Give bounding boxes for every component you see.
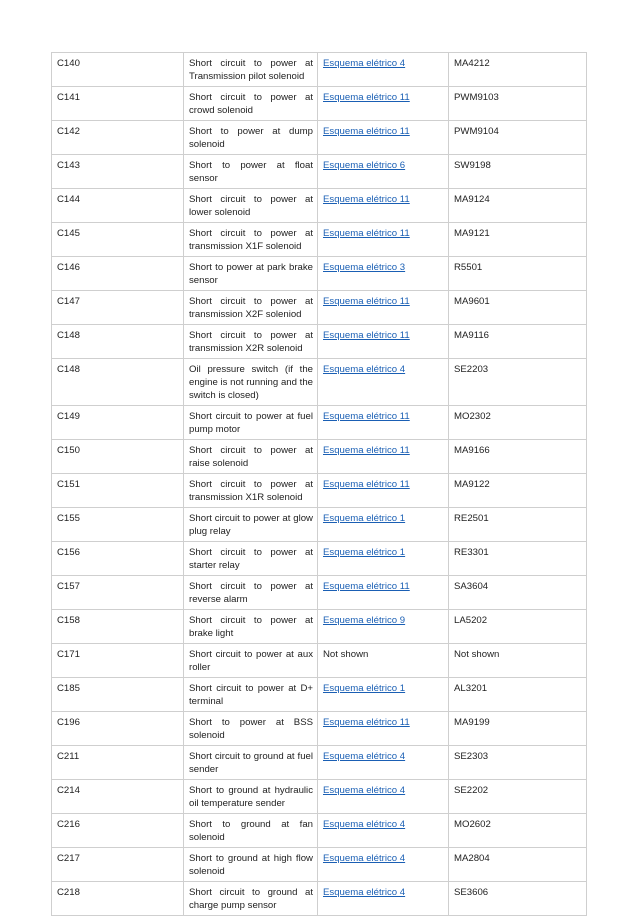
- schematic-cell: [318, 780, 449, 814]
- fault-code-cell: C171: [52, 644, 184, 678]
- component-ref-cell: MA9122: [449, 474, 587, 508]
- fault-code-cell: C217: [52, 848, 184, 882]
- component-ref-cell: MO2302: [449, 406, 587, 440]
- schematic-link[interactable]: Esquema elétrico 4: [323, 751, 406, 762]
- schematic-link[interactable]: Esquema elétrico 11: [323, 126, 410, 137]
- schematic-cell: [318, 257, 449, 291]
- description-cell: Short circuit to power at glow plug relay: [184, 508, 318, 542]
- schematic-link[interactable]: Esquema elétrico 1: [323, 547, 406, 558]
- table-row: [52, 223, 587, 257]
- schematic-cell: [318, 848, 449, 882]
- schematic-cell: [318, 678, 449, 712]
- table-row: [52, 882, 587, 916]
- component-ref-cell: SE2303: [449, 746, 587, 780]
- description-cell: Short circuit to power at brake light: [184, 610, 318, 644]
- fault-code-cell: C143: [52, 155, 184, 189]
- description-cell: Short to ground at fan solenoid: [184, 814, 318, 848]
- component-ref-cell: PWM9104: [449, 121, 587, 155]
- fault-code-cell: C150: [52, 440, 184, 474]
- schematic-cell: [318, 576, 449, 610]
- schematic-cell: [318, 814, 449, 848]
- description-cell: Short circuit to power at transmission X1F solenoid: [184, 223, 318, 257]
- schematic-link[interactable]: Esquema elétrico 3: [323, 262, 406, 273]
- description-cell: Short circuit to power at transmission X1R solenoid: [184, 474, 318, 508]
- component-ref-cell: MA9166: [449, 440, 587, 474]
- description-cell: Short circuit to power at reverse alarm: [184, 576, 318, 610]
- component-ref-cell: RE3301: [449, 542, 587, 576]
- schematic-link[interactable]: Esquema elétrico 4: [323, 785, 406, 796]
- table-row: [52, 359, 587, 406]
- schematic-link[interactable]: Esquema elétrico 11: [323, 330, 410, 341]
- fault-code-cell: C151: [52, 474, 184, 508]
- schematic-cell: [318, 359, 449, 406]
- component-ref-cell: MA9601: [449, 291, 587, 325]
- table-row: [52, 746, 587, 780]
- fault-code-cell: C157: [52, 576, 184, 610]
- fault-code-cell: C155: [52, 508, 184, 542]
- component-ref-cell: SE2202: [449, 780, 587, 814]
- schematic-link[interactable]: Esquema elétrico 9: [323, 615, 406, 626]
- schematic-link[interactable]: Esquema elétrico 4: [323, 364, 406, 375]
- table-row: [52, 712, 587, 746]
- table-row: [52, 155, 587, 189]
- schematic-cell: [318, 644, 449, 678]
- component-ref-cell: AL3201: [449, 678, 587, 712]
- schematic-link[interactable]: Esquema elétrico 11: [323, 228, 410, 239]
- schematic-cell: [318, 882, 449, 916]
- table-row: [52, 542, 587, 576]
- table-row: [52, 53, 587, 87]
- fault-code-cell: C211: [52, 746, 184, 780]
- schematic-link[interactable]: Esquema elétrico 11: [323, 581, 410, 592]
- component-ref-cell: MA9116: [449, 325, 587, 359]
- component-ref-cell: RE2501: [449, 508, 587, 542]
- description-cell: Short circuit to power at crowd solenoid: [184, 87, 318, 121]
- table-row: [52, 121, 587, 155]
- schematic-cell: [318, 406, 449, 440]
- schematic-cell: [318, 155, 449, 189]
- schematic-cell: [318, 746, 449, 780]
- description-cell: Short circuit to power at fuel pump motor: [184, 406, 318, 440]
- fault-code-table: [51, 52, 587, 916]
- component-ref-cell: MA2804: [449, 848, 587, 882]
- fault-code-cell: C196: [52, 712, 184, 746]
- description-cell: Short to power at dump solenoid: [184, 121, 318, 155]
- schematic-link[interactable]: Esquema elétrico 4: [323, 58, 406, 69]
- table-row: [52, 257, 587, 291]
- fault-code-cell: C147: [52, 291, 184, 325]
- description-cell: Short circuit to power at Transmission pilot solenoid: [184, 53, 318, 87]
- fault-code-cell: C216: [52, 814, 184, 848]
- component-ref-cell: MA4212: [449, 53, 587, 87]
- fault-code-cell: C146: [52, 257, 184, 291]
- component-ref-cell: Not shown: [449, 644, 587, 678]
- fault-code-cell: C148: [52, 359, 184, 406]
- schematic-cell: [318, 53, 449, 87]
- description-cell: Short circuit to power at raise solenoid: [184, 440, 318, 474]
- description-cell: Oil pressure switch (if the engine is not running and the switch is closed): [184, 359, 318, 406]
- schematic-cell: [318, 610, 449, 644]
- schematic-cell: [318, 189, 449, 223]
- schematic-link[interactable]: Esquema elétrico 11: [323, 445, 410, 456]
- schematic-text: Not shown: [323, 649, 369, 660]
- description-cell: Short to power at float sensor: [184, 155, 318, 189]
- description-cell: Short circuit to power at transmission X2F soleniod: [184, 291, 318, 325]
- schematic-link[interactable]: Esquema elétrico 4: [323, 853, 406, 864]
- table-row: [52, 87, 587, 121]
- component-ref-cell: SE3606: [449, 882, 587, 916]
- description-cell: Short circuit to ground at fuel sender: [184, 746, 318, 780]
- description-cell: Short circuit to power at starter relay: [184, 542, 318, 576]
- table-row: [52, 440, 587, 474]
- schematic-cell: [318, 542, 449, 576]
- table-row: [52, 189, 587, 223]
- component-ref-cell: R5501: [449, 257, 587, 291]
- fault-code-cell: C148: [52, 325, 184, 359]
- table-row: [52, 291, 587, 325]
- description-cell: Short circuit to power at lower solenoid: [184, 189, 318, 223]
- schematic-cell: [318, 440, 449, 474]
- schematic-link[interactable]: Esquema elétrico 4: [323, 887, 406, 898]
- description-cell: Short circuit to power at D+ terminal: [184, 678, 318, 712]
- fault-code-cell: C158: [52, 610, 184, 644]
- component-ref-cell: SW9198: [449, 155, 587, 189]
- table-row: [52, 644, 587, 678]
- schematic-link[interactable]: Esquema elétrico 11: [323, 194, 410, 205]
- schematic-link[interactable]: Esquema elétrico 11: [323, 296, 410, 307]
- schematic-cell: [318, 712, 449, 746]
- component-ref-cell: MA9124: [449, 189, 587, 223]
- table-row: [52, 508, 587, 542]
- fault-code-cell: C156: [52, 542, 184, 576]
- table-row: [52, 814, 587, 848]
- fault-code-cell: C140: [52, 53, 184, 87]
- description-cell: Short to power at BSS solenoid: [184, 712, 318, 746]
- schematic-cell: [318, 223, 449, 257]
- description-cell: Short circuit to power at aux roller: [184, 644, 318, 678]
- component-ref-cell: SE2203: [449, 359, 587, 406]
- schematic-cell: [318, 325, 449, 359]
- schematic-link[interactable]: Esquema elétrico 11: [323, 411, 410, 422]
- component-ref-cell: MA9199: [449, 712, 587, 746]
- fault-code-rows: [52, 53, 587, 916]
- fault-code-cell: C141: [52, 87, 184, 121]
- table-row: [52, 610, 587, 644]
- fault-code-cell: C214: [52, 780, 184, 814]
- schematic-cell: [318, 87, 449, 121]
- schematic-link[interactable]: Esquema elétrico 4: [323, 819, 406, 830]
- fault-code-cell: C144: [52, 189, 184, 223]
- schematic-link[interactable]: Esquema elétrico 1: [323, 683, 406, 694]
- component-ref-cell: MO2602: [449, 814, 587, 848]
- fault-code-cell: C149: [52, 406, 184, 440]
- component-ref-cell: PWM9103: [449, 87, 587, 121]
- component-ref-cell: SA3604: [449, 576, 587, 610]
- schematic-cell: [318, 291, 449, 325]
- schematic-link[interactable]: Esquema elétrico 1: [323, 513, 406, 524]
- schematic-link[interactable]: Esquema elétrico 11: [323, 92, 410, 103]
- fault-code-cell: C185: [52, 678, 184, 712]
- description-cell: Short to ground at high flow solenoid: [184, 848, 318, 882]
- description-cell: Short circuit to power at transmission X2R solenoid: [184, 325, 318, 359]
- fault-code-cell: C145: [52, 223, 184, 257]
- table-row: [52, 406, 587, 440]
- description-cell: Short circuit to ground at charge pump sensor: [184, 882, 318, 916]
- table-row: [52, 576, 587, 610]
- description-cell: Short to ground at hydraulic oil temperature sender: [184, 780, 318, 814]
- schematic-link[interactable]: Esquema elétrico 11: [323, 717, 410, 728]
- table-row: [52, 325, 587, 359]
- table-row: [52, 474, 587, 508]
- component-ref-cell: LA5202: [449, 610, 587, 644]
- table-row: [52, 678, 587, 712]
- schematic-cell: [318, 474, 449, 508]
- description-cell: Short to power at park brake sensor: [184, 257, 318, 291]
- schematic-cell: [318, 121, 449, 155]
- schematic-link[interactable]: Esquema elétrico 6: [323, 160, 406, 171]
- fault-code-cell: C218: [52, 882, 184, 916]
- table-row: [52, 848, 587, 882]
- schematic-cell: [318, 508, 449, 542]
- fault-code-cell: C142: [52, 121, 184, 155]
- table-row: [52, 780, 587, 814]
- schematic-link[interactable]: Esquema elétrico 11: [323, 479, 410, 490]
- component-ref-cell: MA9121: [449, 223, 587, 257]
